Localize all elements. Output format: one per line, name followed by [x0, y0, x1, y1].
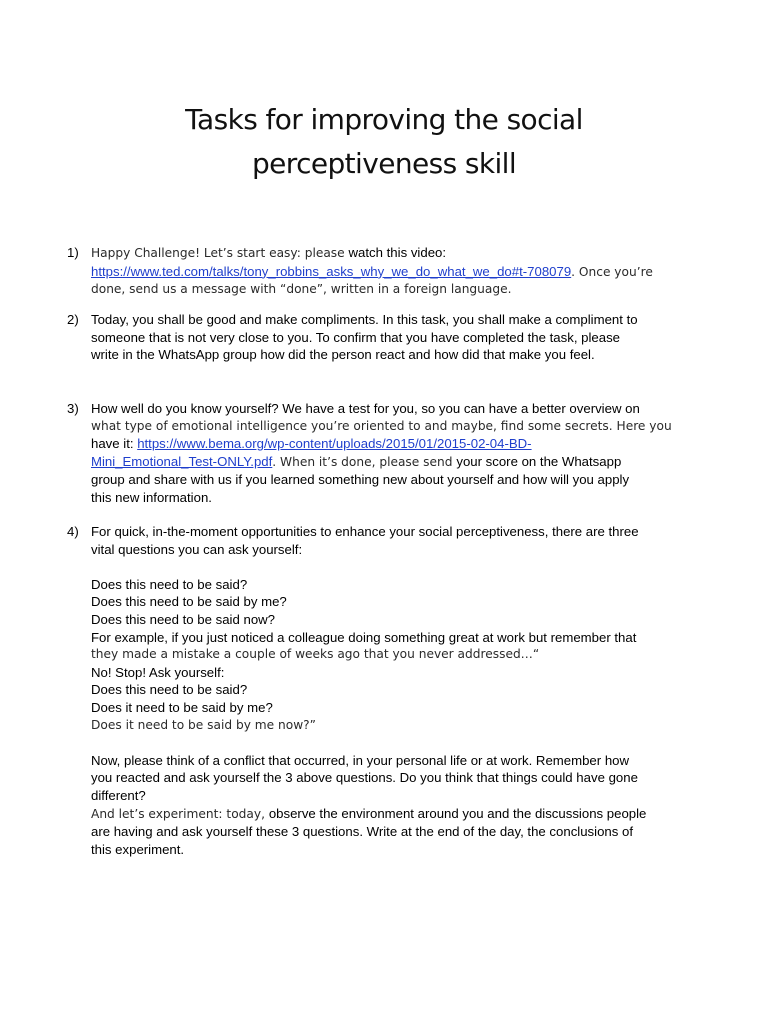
question-line: Does this need to be said? [91, 682, 248, 698]
task-text: . Once you’re [571, 264, 653, 279]
experiment-text: observe the environment around you and the discussions people [268, 805, 647, 821]
task-text: done, send us a message with “done”, written in a foreign language. [91, 282, 512, 297]
reflection-text: different? [91, 787, 146, 803]
task-item-1 [67, 244, 689, 299]
task-text: For quick, in-the-moment opportunities to enhance your social perceptiveness, there are three [91, 524, 639, 539]
task-number: 1) [67, 245, 79, 260]
title-line-1: Tasks for improving the social [185, 103, 583, 136]
question-line: Does this need to be said by me? [91, 594, 287, 610]
task-text: Happy Challenge! Let’s start easy: please [91, 246, 349, 260]
task-number: 2) [67, 312, 79, 327]
ted-video-link[interactable]: https://www.ted.com/talks/tony_robbins_asks_why_we_do_what_we_do#t-708079 [91, 263, 572, 279]
task-item-4 [67, 523, 689, 858]
task-text: what type of emotional intelligence you’re oriented to and maybe, find some secrets. Here you [91, 418, 672, 433]
task-text: your score on the Whatsapp [456, 453, 622, 469]
question-line: Does it need to be said by me? [91, 699, 273, 715]
task-number: 3) [67, 401, 79, 416]
question-line: Does it need to be said by me now?” [91, 717, 316, 732]
task-text: watch this video: [348, 245, 447, 260]
emotional-test-link-continued[interactable]: Mini_Emotional_Test-ONLY.pdf [91, 453, 273, 469]
task-item-2 [67, 311, 689, 364]
task-text: this new information. [91, 489, 212, 505]
reflection-text: Now, please think of a conflict that occurred, in your personal life or at work. Remember how [91, 752, 630, 768]
task-text: someone that is not very close to you. To confirm that you have completed the task, please [91, 329, 621, 345]
example-text: For example, if you just noticed a colleague doing something great at work but remember that [91, 629, 637, 645]
experiment-text: this experiment. [91, 841, 185, 857]
task-text: have it: [91, 436, 138, 452]
task-text: How well do you know yourself? We have a test for you, so you can have a better overview on [91, 401, 640, 416]
task-item-3 [67, 400, 689, 507]
task-text: . When it’s done, please send [272, 454, 457, 469]
question-line: Does this need to be said? [91, 576, 248, 592]
task-text: vital questions you can ask yourself: [91, 541, 303, 557]
task-text: write in the WhatsApp group how did the person react and how did that make you feel. [91, 347, 595, 363]
example-text: they made a mistake a couple of weeks ago that you never addressed…“ [91, 647, 540, 662]
document-title [0, 98, 768, 186]
stop-text: No! Stop! Ask yourself: [91, 664, 225, 680]
experiment-text: And let’s experiment: today, [91, 806, 269, 821]
reflection-text: you reacted and ask yourself the 3 above questions. Do you think that things could have gone [91, 770, 638, 786]
task-number: 4) [67, 524, 79, 539]
task-text: Today, you shall be good and make compliments. In this task, you shall make a compliment to [91, 312, 638, 327]
question-line: Does this need to be said now? [91, 611, 276, 627]
task-text: group and share with us if you learned something new about yourself and how will you apply [91, 472, 630, 488]
experiment-text: are having and ask yourself these 3 questions. Write at the end of the day, the conclusions of [91, 824, 633, 840]
title-line-2: perceptiveness skill [251, 147, 517, 180]
emotional-test-link[interactable]: https://www.bema.org/wp-content/uploads/2015/01/2015-02-04-BD- [137, 436, 532, 452]
